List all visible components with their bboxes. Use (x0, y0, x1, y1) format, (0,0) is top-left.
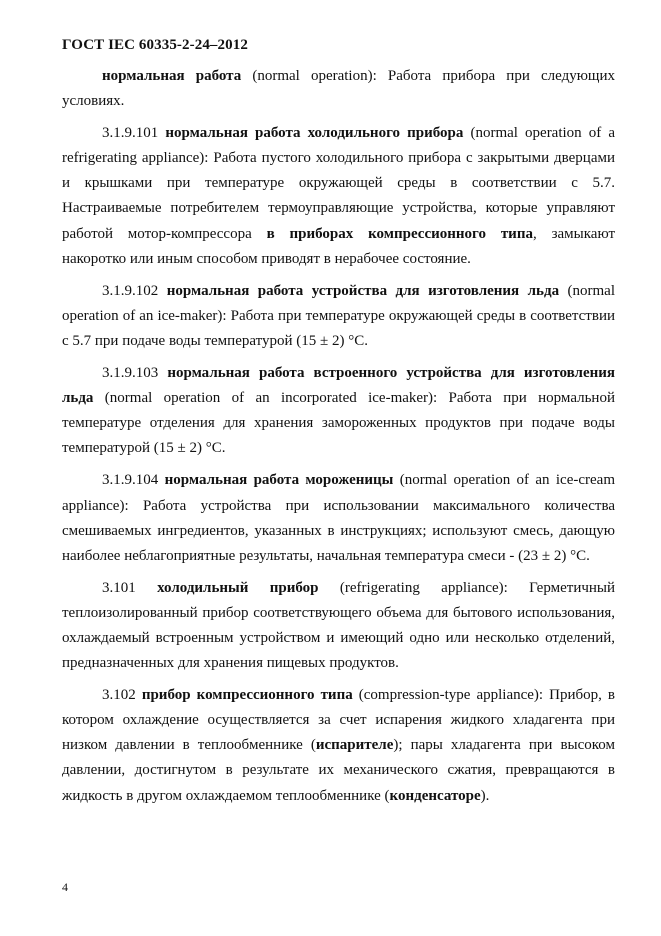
term: нормальная работа (102, 68, 242, 84)
definition-text: (compression-type appliance): Прибор, в котором охлаждение осуществляется за счет испарения жидкого хладагента при низком давлении в теплообменнике ( (62, 687, 616, 754)
page-number: 4 (62, 880, 68, 894)
term: холодильный прибор (157, 579, 319, 596)
clause-number: 3.1.9.101 (102, 125, 166, 142)
definition-text: ). (480, 787, 490, 804)
definition-text: (normal operation of an incorporated ice-maker): Работа при нормальной температуре отделения для хранения замороженных продуктов при подаче воды температурой (15 ± 2) °С. (62, 390, 615, 457)
clause-number: 3.1.9.102 (102, 282, 167, 299)
clause-number: 3.1.9.103 (102, 365, 168, 382)
paragraph-3-1-9-101 (62, 121, 615, 272)
definition-text: (normal operation of a refrigerating appliance): Работа пустого холодильного прибора с закрытыми дверцами и крышками при температуре окружающей среды в соответствии с 5.7. Настраиваемые потребителем термоуправляющие устройства, которые управляют работой мотор-компрессора (62, 125, 616, 242)
document-body (62, 64, 615, 816)
paragraph-3-102 (62, 683, 615, 808)
page-header-standard-title: ГОСТ IEC 60335-2-24–2012 (62, 37, 248, 53)
clause-number: 3.101 (102, 579, 158, 596)
emphasis: в приборах компрессионного типа (266, 225, 533, 242)
paragraph-3-1-9-103 (62, 361, 615, 461)
emphasis: конденсаторе (389, 787, 481, 804)
paragraph-3-1-9-104 (62, 468, 615, 568)
emphasis: испарителе (315, 737, 394, 754)
paragraph-3-1-9-102 (62, 279, 615, 354)
term: нормальная работа устройства для изготовления льда (166, 282, 560, 299)
paragraph-normal-operation (62, 64, 615, 114)
definition-text: (refrigerating appliance): Герметичный теплоизолированный прибор соответствующего объема для бытового использования, охлаждаемый встроенным устройством и имеющий одно или несколько отделений, предназначенных для хранения пищевых продуктов. (62, 579, 616, 672)
definition-text: (normal operation of an ice-cream appliance): Работа устройства при использовании максимального количества смешиваемых ингредиентов, указанных в инструкциях; используют смесь, дающую наиболее неблагоприятные результаты, начальная температура смеси - (23 ± 2) °С. (62, 472, 615, 564)
clause-number: 3.102 (102, 687, 142, 704)
clause-number: 3.1.9.104 (102, 472, 165, 489)
term: прибор компрессионного типа (141, 687, 353, 704)
term: нормальная работа холодильного прибора (165, 125, 464, 142)
definition-text: (normal operation): Работа прибора при следующих условиях. (62, 68, 615, 110)
term: нормальная работа встроенного устройства для изготовления льда (62, 365, 615, 407)
paragraph-3-101 (62, 576, 615, 676)
definition-text: (normal operation of an ice-maker): Работа при температуре окружающей среды в соответствии с 5.7 при подаче воды температурой (15 ± 2) °С. (62, 282, 615, 349)
definition-text: , замыкают накоротко или иным способом приводят в нерабочее состояние. (62, 225, 616, 267)
term: нормальная работа мороженицы (164, 472, 394, 489)
definition-text: ); пары хладагента при высоком давлении, достигнутом в результате их механического сжатия, превращаются в жидкость в другом охлаждаемом теплообменнике ( (62, 737, 615, 804)
